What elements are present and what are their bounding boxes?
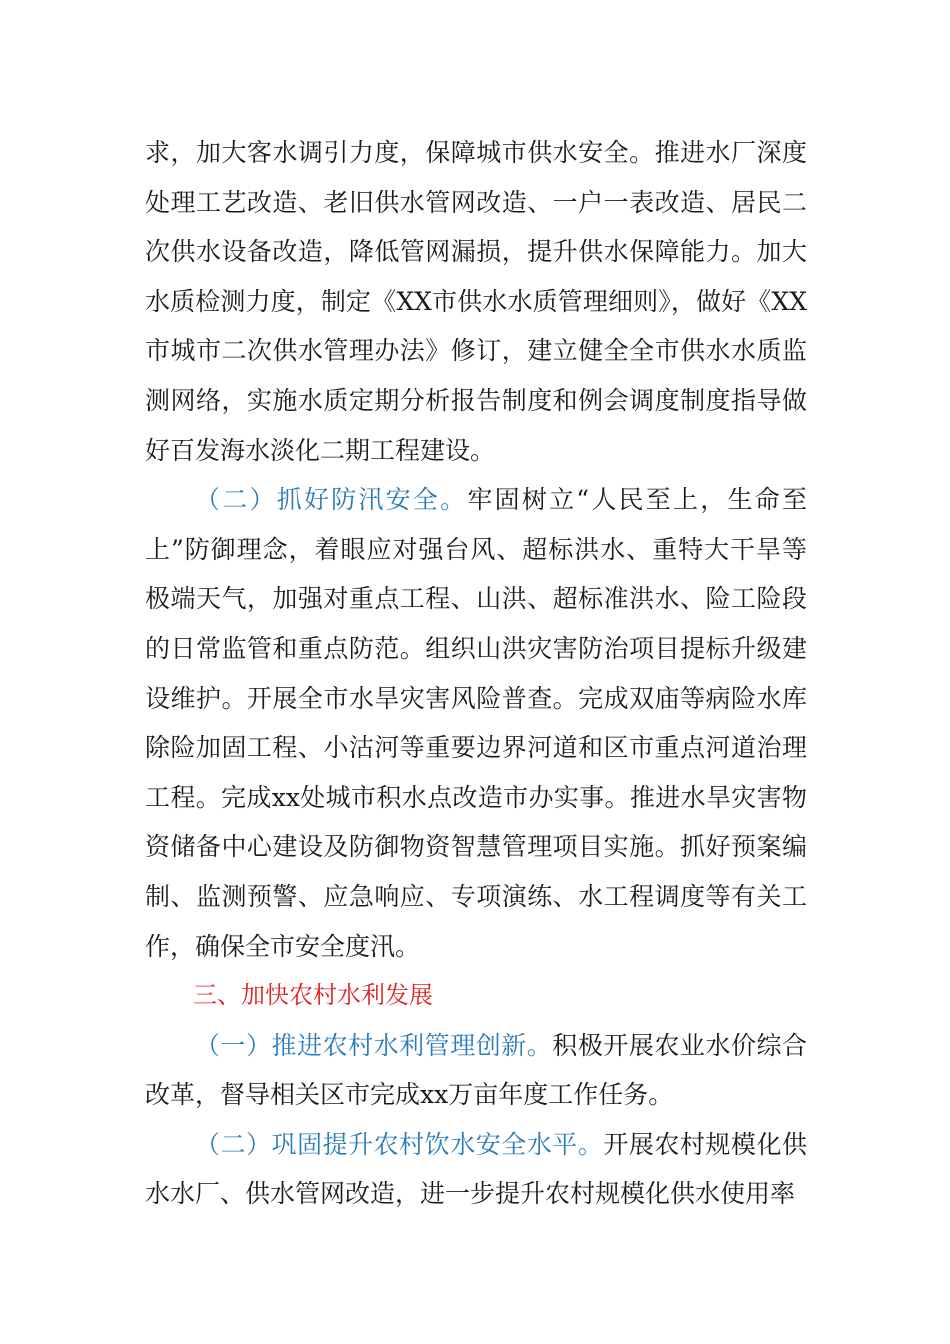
sub-heading: （一）推进农村水利管理创新。 bbox=[195, 1030, 553, 1060]
paragraph-body: 求，加大客水调引力度，保障城市供水安全。推进水厂深度处理工艺改造、老旧供水管网改造、一户一表改造、居民二次供水设备改造，降低管网漏损，提升供水保障能力。加大水质检测力度，制定《XX市供水水质管理细则》，做好《XX市城市二次供水管理办法》修订，建立健全全市供水水质监测网络，实施水质定期分析报告制度和例会调度制度指导做好百发海水淡化二期工程建设。 bbox=[145, 138, 807, 465]
paragraph-flood-safety bbox=[145, 475, 807, 971]
paragraph-rural-management bbox=[145, 1021, 807, 1120]
sub-heading: （二）抓好防汛安全。 bbox=[195, 485, 468, 515]
sub-heading: （二）巩固提升农村饮水安全水平。 bbox=[195, 1129, 604, 1159]
paragraph-water-supply bbox=[145, 128, 807, 475]
paragraph-body: 开展农村规模化供水水厂、供水管网改造，进一步提升农村规模化供水使用率 bbox=[145, 1129, 807, 1209]
section-heading: 三、加快农村水利发展 bbox=[193, 981, 433, 1010]
paragraph-body: 牢固树立“人民至上，生命至上”防御理念，着眼应对强台风、超标洪水、重特大干旱等极端天气，加强对重点工程、山洪、超标准洪水、险工险段的日常监管和重点防范。组织山洪灾害防治项目提标升级建设维护。开展全市水旱灾害风险普查。完成双庙等病险水库除险加固工程、小沽河等重要边界河道和区市重点河道治理工程。完成xx处城市积水点改造市办实事。推进水旱灾害物资储备中心建设及防御物资智慧管理项目实施。抓好预案编制、监测预警、应急响应、专项演练、水工程调度等有关工作，确保全市安全度汛。 bbox=[145, 485, 807, 961]
paragraph-rural-drinking-water bbox=[145, 1120, 807, 1219]
paragraph-body: 积极开展农业水价综合改革，督导相关区市完成xx万亩年度工作任务。 bbox=[145, 1030, 807, 1110]
document-page bbox=[145, 128, 807, 1219]
